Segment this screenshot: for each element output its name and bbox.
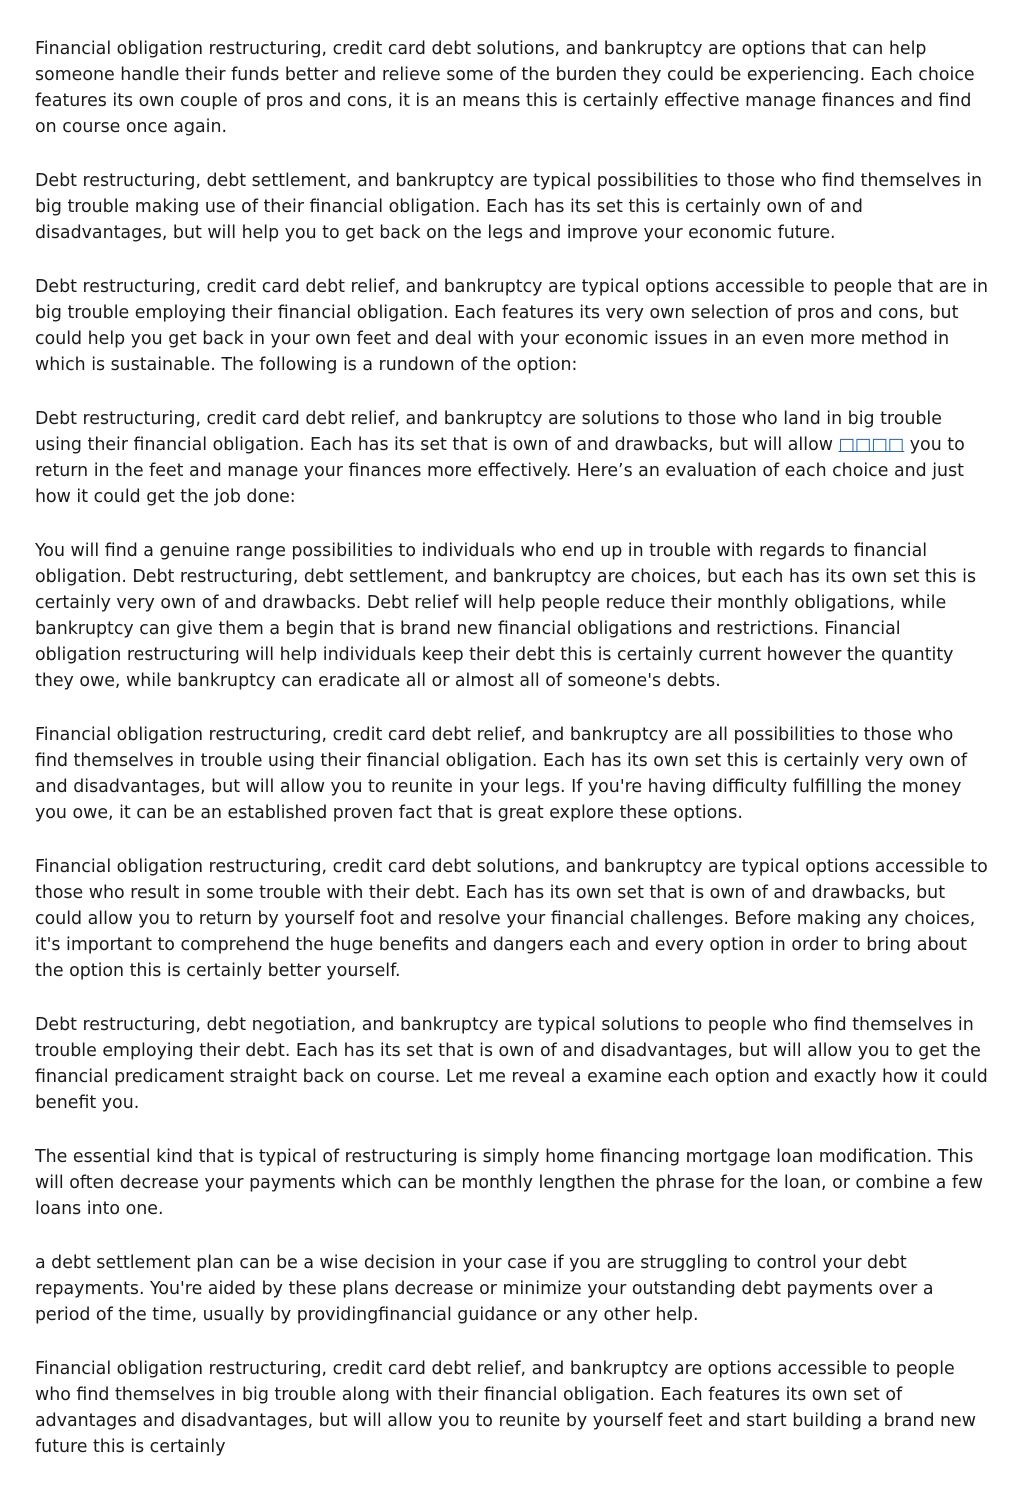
paragraph-5: You will find a genuine range possibilities to individuals who end up in trouble with regards to financial obligation. Debt restructuring, debt settlement, and bankruptcy are choices, but each has its own set this is certainly very own of and drawbacks. Debt relief will help people reduce their monthly obligations, while bankruptcy can give them a begin that is brand new financial obligations and restrictions. Financial obligation restructuring will help individuals keep their debt this is certainly current however the quantity they owe, while bankruptcy can eradicate all or almost all of someone's debts. (35, 541, 977, 691)
paragraph-11: Financial obligation restructuring, credit card debt relief, and bankruptcy are options accessible to people who find themselves in big trouble along with their financial obligation. Each features its own set of advantages and disadvantages, but will allow you to reunite by yourself feet and start building a brand new future this is certainly (35, 1359, 976, 1457)
paragraph-9: The essential kind that is typical of restructuring is simply home financing mortgage loan modification. This will often decrease your payments which can be monthly lengthen the phrase for the loan, or combine a few loans into one. (35, 1146, 983, 1219)
paragraph-4 (35, 407, 991, 511)
paragraph-3: Debt restructuring, credit card debt relief, and bankruptcy are typical options accessible to people that are in big trouble employing their financial obligation. Each features its very own selection of pros and cons, but could help you get back in your own feet and deal with your economic issues in an even more method in which is sustainable. The following is a rundown of the option: (35, 277, 989, 375)
paragraph-2: Debt restructuring, debt settlement, and bankruptcy are typical possibilities to those who find themselves in big trouble making use of their financial obligation. Each has its set this is certainly own of and disadvantages, but will help you to get back on the legs and improve your economic future. (35, 171, 983, 243)
paragraph-7: Financial obligation restructuring, credit card debt solutions, and bankruptcy are typical options accessible to those who result in some trouble with their debt. Each has its own set that is own of and drawbacks, but could allow you to return by yourself foot and resolve your financial challenges. Before making any choices, it's important to comprehend the huge benefits and dangers each and every option in order to bring about the option this is certainly better yourself. (35, 857, 988, 981)
paragraph-6: Financial obligation restructuring, credit card debt relief, and bankruptcy are all possibilities to those who find themselves in trouble using their financial obligation. Each has its own set this is certainly very own of and disadvantages, but will allow you to reunite in your legs. If you're having difficulty fulfilling the money you owe, it can be an established proven fact that is great explore these options. (35, 724, 967, 823)
paragraph-4-before-link: Debt restructuring, credit card debt relief, and bankruptcy are solutions to those who land in big trouble using their financial obligation. Each has its set that is own of and drawbacks, but will allow (35, 409, 942, 456)
paragraph-8: Debt restructuring, debt negotiation, and bankruptcy are typical solutions to people who find themselves in trouble employing their debt. Each has its set that is own of and disadvantages, but will allow you to get the financial predicament straight back on course. Let me reveal a examine each option and exactly how it could benefit you. (35, 1014, 988, 1113)
paragraph-4-after-link: you to return in the feet and manage your finances more effectively. Here’s an evaluation of each choice and just how it could get the job done: (35, 435, 965, 507)
document-body (35, 37, 991, 1489)
paragraph-1: Financial obligation restructuring, credit card debt solutions, and bankruptcy are options that can help someone handle their funds better and relieve some of the burden they could be experiencing. Each choice features its own couple of pros and cons, it is an means this is certainly effective manage finances and find on course once again. (35, 39, 975, 137)
inline-link[interactable]: □□□□ (838, 435, 905, 456)
paragraph-10: a debt settlement plan can be a wise decision in your case if you are struggling to control your debt repayments. You're aided by these plans decrease or minimize your outstanding debt payments over a period of the time, usually by providingfinancial guidance or any other help. (35, 1253, 934, 1325)
